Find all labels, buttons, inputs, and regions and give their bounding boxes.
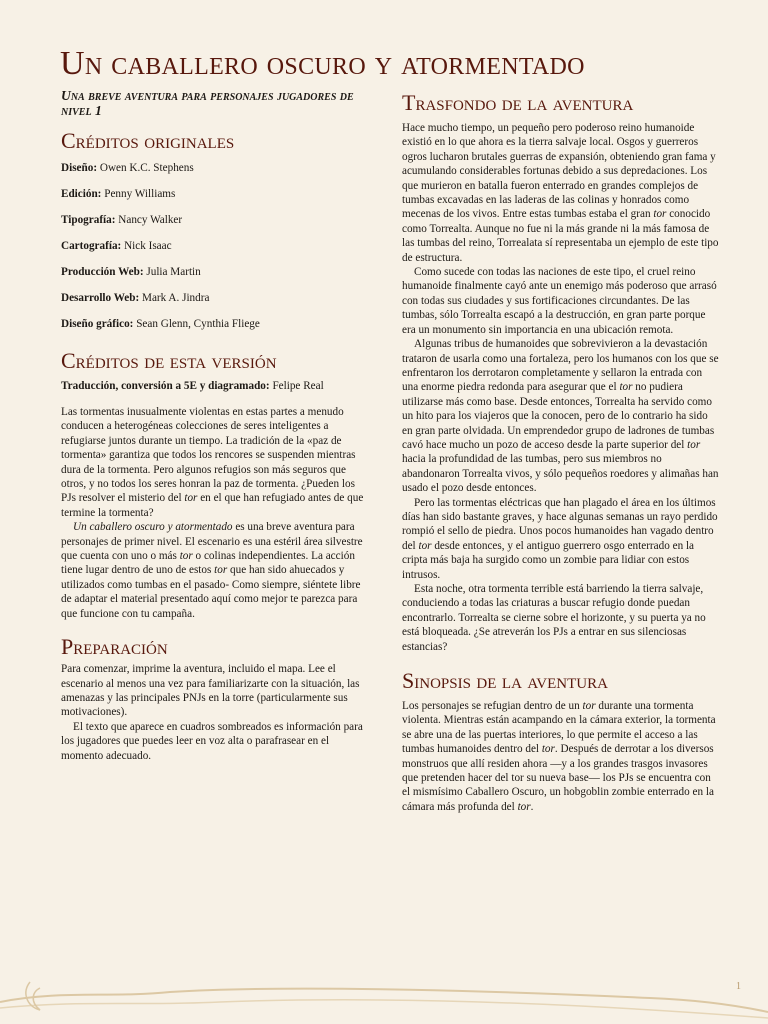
trasfondo-paragraph-5: Esta noche, otra tormenta terrible está barriendo la tierra salvaje, conduciendo a todas las criaturas a buscar refugio donde puedan encontrarlo. Torrealta se cierne sobre el horizonte, y su puerta ya no está bloqueada. ¿Se atreverán los PJs a entrar en sus silenciosas estancias?: [402, 583, 706, 653]
heading-creditos-originales: Créditos originales: [61, 128, 235, 153]
credit-item: Producción Web: Julia Martin: [61, 266, 201, 278]
page-number: 1: [736, 981, 741, 992]
footer-ornament: [0, 962, 768, 1024]
credits-list: [61, 161, 369, 331]
trasfondo-paragraph-3: Algunas tribus de humanoides que sobrevivieron a la devastación trataron de usarla como una fortaleza, pero los humanos con los que se enfrentaron los derrotaron completamente y sellaron la entrada con una enorme piedra redonda para asegurar que el tor no pudiera utilizarse más como base. Desde entonces, Torrealta ha servido como un hito para los viajeros que la conocen, pero de lo contrario ha sido en gran parte olvidada. Un emprendedor grupo de ladrones de tumbas cavó hace mucho un pozo de acceso desde la parte superior del tor hacia la profundidad de las tumbas, pero sus miembros no abandonaron Torrealta vivos, y sólo pequeños roedores y alimañas han usado el pozo desde entonces.: [402, 338, 719, 495]
heading-preparacion: Preparación: [61, 634, 168, 660]
trasfondo-paragraph-4: Pero las tormentas eléctricas que han plagado el área en los últimos días han sido bastante graves, y hace algunas semanas un rayo perdido rompió el sello de piedra. Unos pocos humanoides han vagado dentro del tor desde entonces, y el antiguo guerrero osgo enterrado en la cripta más baja ha surgido como un zombie para lidiar con estos intrusos.: [402, 496, 718, 581]
heading-trasfondo: Trasfondo de la aventura: [402, 90, 634, 115]
left-column: [61, 88, 369, 763]
subtitle: Una breve aventura para personajes jugadores de nivel 1: [61, 88, 354, 118]
trasfondo-paragraph: Hace mucho tiempo, un pequeño pero poderoso reino humanoide existió en lo que ahora es la tierra salvaje local. Osgos y guerreros ogros lucharon brutales guerras de expansión, obteniendo gran fama y acumulando considerables fortunas debido a sus depredaciones. Los que murieron en batalla fueron enterrado en grandes complejos de tumbas excavadas en las laderas de las colinas y honrados como mecenas de los vivos. Entre estas tumbas estaba el gran tor conocido como Torrealta. Aunque no fue ni la más grande ni la más famosa de las tumbas del reino, Torrealata sí representaba un ejemplo de este tipo de estructura.: [402, 122, 719, 264]
credit-item: Desarrollo Web: Mark A. Jindra: [61, 292, 210, 304]
intro-paragraph-2: Un caballero oscuro y atormentado es una breve aventura para personajes de primer nivel. El escenario es una estéril área silvestre que cuenta con uno o más tor o colinas independientes. La acción tiene lugar dentro de uno de estos tor que han sido ahuecados y utilizados como tumbas en el pasado- Como siempre, siéntete libre de adaptar el material presentado aquí como mejor te parezca para que funcione con tu campaña.: [61, 521, 363, 620]
sinopsis-paragraph: Los personajes se refugian dentro de un tor durante una tormenta violenta. Mientras están acampando en la cámara exterior, la tormenta se abre una de las puertas interiores, lo que permite el acceso a las tumbas humanoides dentro del tor. Después de derrotar a los diversos monstruos que allí residen ahora —y a los grandes trasgos invasores que pretenden hacer del tor su nueva base— los PJs se encuentra con el mismísimo Caballero Oscuro, un hobgoblin zombie enterrado en la cámara más profunda del tor.: [402, 700, 716, 813]
credit-item: Cartografía: Nick Isaac: [61, 240, 172, 252]
translation-credit: Traducción, conversión a 5E y diagramado: Felipe Real: [61, 380, 324, 392]
credit-item: Edición: Penny Williams: [61, 188, 176, 200]
credit-item: Diseño gráfico: Sean Glenn, Cynthia Fliege: [61, 318, 260, 330]
right-column: [402, 90, 720, 814]
trasfondo-paragraph-2: Como sucede con todas las naciones de este tipo, el cruel reino humanoide finalmente cayó ante un enemigo más poderoso que arrasó con todas sus ciudades y sus fortificaciones circundantes. De las tumbas, sólo Torrealta escapó a la destrucción, en gran parte porque era un monumento sin importancia en una ubicación remota.: [402, 266, 717, 336]
footer-swirl-line-2: [0, 1000, 768, 1018]
intro-paragraph: Las tormentas inusualmente violentas en estas partes a menudo conducen a heterogéneas colecciones de seres inteligentes a refugiarse juntos durante un tiempo. La tradición de la «paz de tormenta» garantiza que todos los rencores se suspenden mientras dura de la tormenta. Pero algunos refugios son más seguros que otros, y no todos los seres honran la paz de tormenta. ¿Pueden los PJs resolver el misterio del tor en el que han refugiado antes de que termine la tormenta?: [61, 406, 364, 519]
credit-item: Diseño: Owen K.C. Stephens: [61, 162, 194, 174]
preparacion-paragraph: Para comenzar, imprime la aventura, incluido el mapa. Lee el escenario al menos una vez para familiarizarte con la situación, las amenazas y las principales PNJs en la torre (particularmente sus motivaciones).: [61, 663, 360, 719]
heading-sinopsis: Sinopsis de la aventura: [402, 668, 608, 694]
credit-item: Tipografía: Nancy Walker: [61, 214, 183, 226]
heading-creditos-version: Créditos de esta versión: [61, 348, 277, 373]
page-title: Un caballero oscuro y atormentado: [60, 45, 585, 82]
preparacion-paragraph-2: El texto que aparece en cuadros sombreados es información para los jugadores que puedes leer en voz alta o parafrasear en el momento adecuado.: [61, 720, 363, 762]
